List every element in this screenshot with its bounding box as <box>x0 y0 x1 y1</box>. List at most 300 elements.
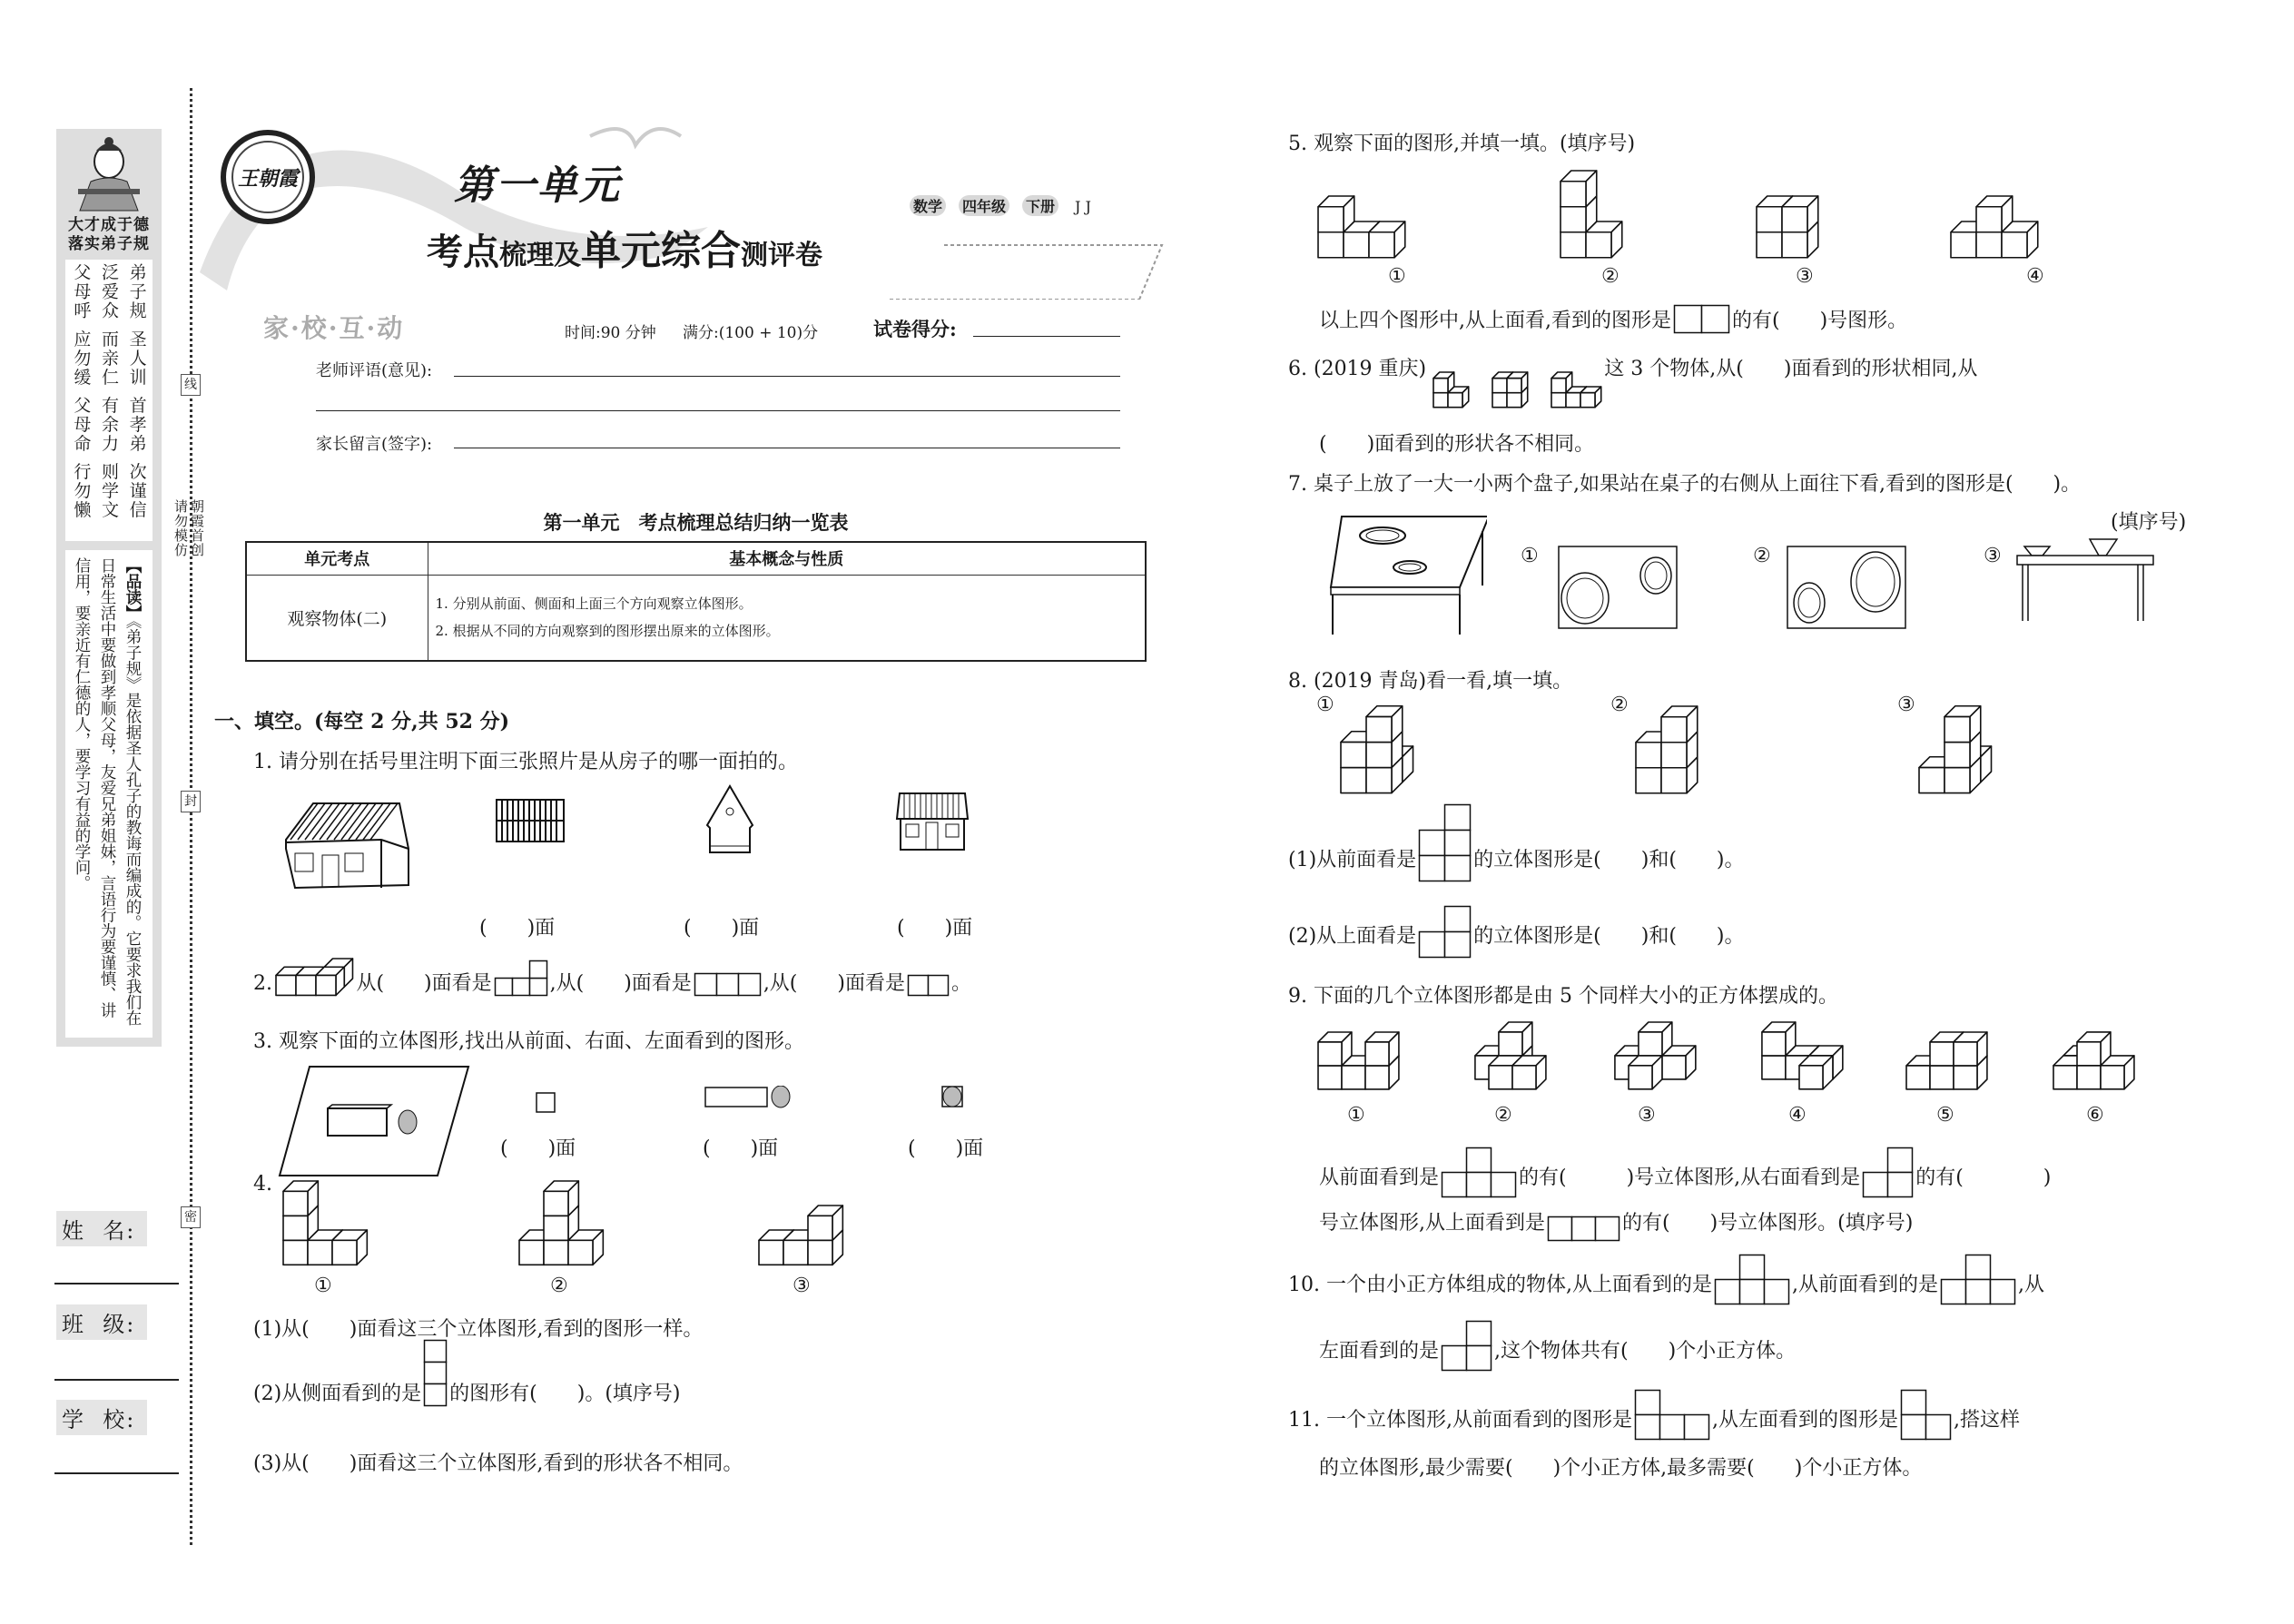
home-school-label: 家·校·互·动 <box>263 313 405 343</box>
cube-front-face <box>1954 1042 1977 1066</box>
cube-front-face <box>1551 393 1566 408</box>
verse-column: 父母呼 应勿缓 父母命 行勿懒 <box>71 263 92 520</box>
tag-subject: 数学 <box>910 195 946 216</box>
question-text[interactable]: 的有( )号图形。 <box>1732 310 1908 332</box>
grid-cell <box>425 1384 447 1406</box>
cube <box>1661 706 1698 743</box>
cube-figure <box>2052 1020 2146 1091</box>
cube-front-face <box>1561 182 1586 207</box>
view-grid <box>494 960 548 997</box>
question-text: 号立体图形,从上面看到是 <box>1319 1212 1545 1235</box>
cube <box>332 1230 367 1265</box>
grid-cell <box>1467 1148 1492 1173</box>
cube-front-face <box>1489 1066 1512 1089</box>
option-label: ② <box>1753 545 1771 567</box>
cube-front-face <box>519 1240 544 1265</box>
grid-cell <box>1764 1280 1788 1304</box>
cube <box>1433 372 1454 393</box>
name-input-line[interactable] <box>54 1283 179 1284</box>
teacher-comment-line[interactable] <box>454 376 1120 377</box>
figure-label: ② <box>1494 1104 1512 1127</box>
question-11-cont[interactable]: 的立体图形,最少需要( )个小正方体,最多需要( )个小正方体。 <box>1319 1457 1923 1480</box>
cube-front-face <box>1944 717 1970 743</box>
question-text: ,从前面看到的是 <box>1791 1274 1938 1296</box>
figure-label: ② <box>1601 265 1620 288</box>
grid-cell <box>1739 1280 1764 1304</box>
question-8-1 <box>1288 846 1745 875</box>
question-7-text[interactable]: 7. 桌子上放了一大一小两个盘子,如果站在桌子的右侧从上面往下看,看到的图形是( )。 <box>1288 473 2082 496</box>
question-2 <box>253 969 971 999</box>
class-input-line[interactable] <box>54 1379 179 1381</box>
cube-front-face <box>1951 232 1976 258</box>
cube <box>1507 372 1528 393</box>
reading-label: 【品读】 <box>123 557 142 621</box>
cube-front-face <box>544 1240 568 1265</box>
question-5-text: 5. 观察下面的图形,并填一填。(填序号) <box>1288 133 1636 155</box>
cube-figure <box>1491 370 1530 409</box>
question-text: ,从左面看到的图形是 <box>1711 1409 1898 1432</box>
cube-figure <box>1603 1020 1698 1091</box>
grid-cell <box>1888 1173 1913 1197</box>
grid-cell <box>1442 1346 1467 1371</box>
verse-column: 弟子规 圣人训 首孝弟 次谨信 <box>126 263 147 520</box>
cube-figure <box>517 1179 605 1266</box>
figure-label: ① <box>1388 265 1406 288</box>
cube-front-face <box>1365 1042 1389 1066</box>
question-text: 以上四个图形中,从上面看,看到的图形是 <box>1319 310 1671 332</box>
answer-blank[interactable]: ( )面 <box>500 1137 576 1160</box>
cube-figure <box>1634 704 1699 795</box>
cube-front-face <box>1492 393 1507 408</box>
cube-figure <box>757 1204 844 1266</box>
grid-cell <box>529 979 546 996</box>
score-input-line[interactable] <box>973 336 1120 337</box>
cube-front-face <box>1639 1032 1662 1056</box>
verse-column: 泛爱众 而亲仁 有余力 则学文 <box>98 263 119 520</box>
question-text[interactable]: ,从( )面看是 <box>549 972 692 995</box>
cube <box>1551 372 1572 393</box>
cube-front-face <box>1366 743 1392 768</box>
question-text[interactable]: 的有( )号立体图形,从右面看到是 <box>1519 1166 1861 1189</box>
cube <box>544 1181 578 1216</box>
figure-label: ② <box>1610 694 1629 716</box>
grid-cell <box>1659 1415 1684 1440</box>
cube-figure <box>1463 1020 1558 1091</box>
cube-front-face <box>808 1240 832 1265</box>
cube-front-face <box>1919 768 1944 793</box>
exam-subtitle <box>427 218 822 276</box>
house-side-view-icon <box>703 784 757 855</box>
option-label: ③ <box>1984 545 2002 567</box>
summary-table <box>245 541 1147 662</box>
cube-front-face <box>1661 717 1687 743</box>
grid-cell <box>1492 1173 1516 1197</box>
answer-blank[interactable]: ( )面 <box>908 1137 984 1160</box>
question-11 <box>1288 1406 2020 1435</box>
cube-front-face <box>1366 768 1392 793</box>
cube-figure <box>1316 1030 1401 1091</box>
cube-front-face <box>1566 393 1580 408</box>
subject-tags <box>910 195 1108 216</box>
cube-front-face <box>283 1216 308 1240</box>
view-square-icon <box>536 1092 557 1114</box>
question-5-fill <box>1319 307 1907 336</box>
table-header: 基本概念与性质 <box>428 542 1146 575</box>
question-text: 左面看到的是 <box>1319 1340 1440 1363</box>
question-text[interactable]: 的图形有( )。(填序号) <box>449 1383 681 1405</box>
grid-cell <box>1467 1346 1492 1371</box>
cube <box>1318 196 1354 232</box>
cube-front-face <box>1976 207 2002 232</box>
table-cell-topic: 观察物体(二) <box>246 575 428 661</box>
cube-front-face <box>1342 1066 1365 1089</box>
cube-front-face <box>1930 1066 1954 1089</box>
cube-front-face <box>1906 1066 1930 1089</box>
cube-front-face <box>332 1240 357 1265</box>
cube-front-face <box>544 1216 568 1240</box>
question-9-fill-2 <box>1319 1209 1913 1238</box>
grid-cell <box>1739 1255 1764 1280</box>
view-grid <box>694 972 762 997</box>
cube-front-face <box>1757 207 1782 232</box>
question-text: ,搭这样 <box>1953 1409 2020 1432</box>
cube-front-face <box>1762 1032 1786 1056</box>
cube-front-face <box>1561 207 1586 232</box>
view-grid <box>1900 1389 1952 1441</box>
table-cell-point: 1. 分别从前面、侧面和上面三个方向观察立体图形。 <box>435 595 753 613</box>
school-input-line[interactable] <box>54 1472 179 1474</box>
grid-cell <box>529 961 546 979</box>
notice-text: 请勿模仿 <box>172 499 189 557</box>
cube <box>1580 387 1601 408</box>
question-text: 6. (2019 重庆) <box>1288 358 1427 380</box>
question-text: ,从 <box>2017 1274 2044 1296</box>
cube-figure <box>1750 1020 1845 1091</box>
figure-label: ④ <box>2026 265 2044 288</box>
grid-cell <box>1635 1391 1659 1415</box>
tag-volume: 下册 <box>1022 195 1058 216</box>
grid-cell <box>1635 1415 1659 1440</box>
cube <box>1954 1032 1987 1066</box>
cube-front-face <box>1636 743 1661 768</box>
question-number: 2. <box>253 972 272 995</box>
grid-cell <box>1684 1415 1708 1440</box>
cube-front-face <box>1499 1032 1522 1056</box>
cube-front-face <box>1433 379 1448 393</box>
view-grid <box>1862 1147 1914 1198</box>
cube-front-face <box>1930 1042 1954 1066</box>
question-text[interactable]: 的立体图形是( )和( )。 <box>1473 925 1745 948</box>
cube-front-face <box>1341 768 1366 793</box>
cube-front-face <box>1944 743 1970 768</box>
cube-front-face <box>1661 768 1687 793</box>
grid-cell <box>1596 1217 1620 1241</box>
question-text: (1)从前面看是 <box>1288 849 1417 871</box>
cube-front-face <box>1629 1066 1652 1089</box>
question-text: 从前面看到是 <box>1319 1166 1440 1189</box>
subtitle-part: 考点 <box>427 231 499 273</box>
view-square-ball-icon <box>941 1086 965 1109</box>
cube-front-face <box>1799 1066 1823 1089</box>
box-and-ball-scene-icon <box>278 1065 470 1177</box>
unit-title: 第一单元 <box>454 162 621 209</box>
cube-front-face <box>1318 1066 1342 1089</box>
cube <box>1561 171 1597 207</box>
cube-front-face <box>1492 379 1507 393</box>
question-6-cont[interactable]: ( )面看到的形状各不相同。 <box>1319 433 1595 456</box>
fold-line <box>190 88 192 1545</box>
question-6 <box>1288 355 1977 384</box>
cube-front-face <box>1782 207 1807 232</box>
grid-cell <box>425 1341 447 1363</box>
figure-label: ① <box>1316 694 1334 716</box>
question-7-hint: (填序号) <box>2111 511 2187 534</box>
question-text[interactable]: 从( )面看是 <box>356 972 492 995</box>
view-grid <box>1441 1147 1517 1198</box>
question-text[interactable]: ,这个物体共有( )个小正方体。 <box>1494 1340 1797 1363</box>
verse-box <box>65 260 153 541</box>
grid-cell <box>1715 1280 1739 1304</box>
table-with-plates-icon <box>1314 513 1487 636</box>
grid-cell <box>512 979 529 996</box>
cube-figure <box>1316 194 1407 260</box>
slogan-line: 大才成于德 <box>68 216 150 234</box>
cube-front-face <box>1580 393 1595 408</box>
cube-front-face <box>1551 379 1566 393</box>
question-text[interactable]: 的有( )号立体图形。(填序号) <box>1622 1212 1914 1235</box>
grid-cell <box>1420 856 1445 881</box>
grid-cell <box>1445 805 1471 831</box>
cube-front-face <box>2101 1066 2124 1089</box>
view-grid <box>1547 1216 1620 1242</box>
cube-front-face <box>544 1191 568 1216</box>
grid-cell <box>1445 932 1471 958</box>
grid-cell <box>1572 1217 1596 1241</box>
cube-front-face <box>1318 207 1344 232</box>
grid-cell <box>716 974 738 996</box>
view-grid <box>1634 1389 1710 1441</box>
figure-label: ③ <box>793 1275 811 1297</box>
name-label: 姓 名: <box>56 1211 147 1246</box>
question-text: (2)从侧面看到的是 <box>253 1383 422 1405</box>
subtitle-part: 单元综合 <box>581 228 741 274</box>
grid-cell <box>1445 831 1471 856</box>
cube <box>1366 706 1403 743</box>
cube-front-face <box>1341 743 1366 768</box>
table-header: 单元考点 <box>246 542 428 575</box>
grid-cell <box>1420 831 1445 856</box>
cube-front-face <box>759 1240 783 1265</box>
option-1-top-view-icon <box>1558 546 1678 630</box>
view-grid <box>1418 905 1472 959</box>
question-text: (2)从上面看是 <box>1288 925 1417 948</box>
brand-name: 王朝霞 <box>231 141 304 213</box>
grid-cell <box>1965 1280 1990 1304</box>
notice-text: 朝霞首创 <box>189 499 205 557</box>
cube-front-face <box>1944 768 1970 793</box>
brand-logo <box>221 130 315 224</box>
section-title: 一、填空。(每空 2 分,共 52 分) <box>214 710 510 733</box>
grid-cell <box>1442 1173 1467 1197</box>
class-label: 班 级: <box>56 1304 147 1340</box>
grid-cell <box>425 1363 447 1384</box>
subtitle-part: 测评卷 <box>741 240 822 271</box>
cube-front-face <box>1507 393 1521 408</box>
view-grid <box>1714 1254 1790 1305</box>
cube-front-face <box>1507 379 1521 393</box>
cube <box>1365 1032 1399 1066</box>
grid-cell <box>1901 1391 1925 1415</box>
cube <box>1318 1032 1352 1066</box>
figure-label: ① <box>1347 1104 1365 1127</box>
cube-front-face <box>1369 232 1394 258</box>
question-number: 4. <box>253 1173 272 1196</box>
cube-front-face <box>1757 232 1782 258</box>
cube <box>283 1181 318 1216</box>
grid-cell <box>1445 856 1471 881</box>
copyright-notice <box>172 499 205 570</box>
question-text[interactable]: 这 3 个物体,从( )面看到的形状相同,从 <box>1604 358 1978 380</box>
figure-label: ② <box>550 1275 568 1297</box>
cube-front-face <box>1954 1066 1977 1089</box>
cube <box>1629 1056 1662 1089</box>
scholar-illustration-icon <box>71 134 147 212</box>
reading-box <box>65 550 153 1038</box>
cube-front-face <box>1318 232 1344 258</box>
fold-mark: 封 <box>181 791 201 812</box>
figure-label: ③ <box>1796 265 1814 288</box>
cube <box>316 967 344 995</box>
grid-cell <box>738 974 760 996</box>
question-4-2 <box>253 1380 681 1409</box>
question-text: 。 <box>950 972 971 995</box>
answer-blank[interactable]: ( )面 <box>684 917 760 940</box>
view-grid <box>423 1339 448 1407</box>
cube-front-face <box>1782 232 1807 258</box>
option-label: ① <box>1521 545 1539 567</box>
cube-figure <box>281 1179 369 1266</box>
teacher-comment-line-2[interactable] <box>316 410 1120 411</box>
tag-edition: J J <box>1075 198 1091 215</box>
question-10-cont <box>1319 1337 1796 1366</box>
grid-cell <box>1420 932 1445 958</box>
cube-figure <box>1949 194 2040 260</box>
question-1-text: 1. 请分别在括号里注明下面三张照片是从房子的哪一面拍的。 <box>253 751 798 773</box>
cube-figure <box>1755 194 1820 260</box>
view-grid <box>1940 1254 2016 1305</box>
cube-front-face <box>296 975 316 995</box>
grid-cell <box>1990 1280 2014 1304</box>
cube-front-face <box>276 975 296 995</box>
question-text[interactable]: 的立体图形是( )和( )。 <box>1473 849 1745 871</box>
house-icon <box>281 799 413 894</box>
cube-front-face <box>1365 1066 1389 1089</box>
cube-front-face <box>1344 232 1369 258</box>
figure-label: ④ <box>1788 1104 1807 1127</box>
school-label: 学 校: <box>56 1400 147 1435</box>
grid-cell <box>1549 1217 1572 1241</box>
cube-front-face <box>808 1216 832 1240</box>
grid-cell <box>495 979 512 996</box>
cube-front-face <box>1318 1042 1342 1066</box>
figure-label: ③ <box>1638 1104 1656 1127</box>
figure-label: ⑤ <box>1936 1104 1954 1127</box>
grid-cell <box>1675 306 1702 333</box>
cube-front-face <box>1366 717 1392 743</box>
cube-front-face <box>1661 743 1687 768</box>
cube-figure <box>1559 169 1624 260</box>
cube <box>1799 1056 1833 1089</box>
cube <box>2077 1032 2111 1066</box>
parent-note-label: 家长留言(签字): <box>316 435 433 454</box>
cube-figure <box>1432 370 1471 409</box>
answer-blank[interactable]: ( )面 <box>479 917 556 940</box>
tag-grade: 四年级 <box>959 195 1009 216</box>
roof-top-view-icon <box>496 799 565 842</box>
question-4-3[interactable]: (3)从( )面看这三个立体图形,看到的形状各不相同。 <box>253 1452 743 1475</box>
grid-cell <box>1467 1322 1492 1346</box>
cube-figure <box>1905 1030 1989 1091</box>
grid-cell <box>1888 1148 1913 1173</box>
cube-front-face <box>2077 1042 2101 1066</box>
cube-front-face <box>1586 232 1611 258</box>
question-10 <box>1288 1271 2044 1300</box>
view-grid <box>1441 1320 1492 1372</box>
view-grid <box>1418 803 1472 882</box>
fold-mark: 线 <box>181 374 201 396</box>
slogan-line: 落实弟子规 <box>68 235 150 253</box>
grid-cell <box>1445 907 1471 932</box>
cube <box>1944 706 1981 743</box>
exam-time: 时间:90 分钟 <box>565 324 656 342</box>
cube-figure <box>1550 370 1603 409</box>
cube-front-face <box>1433 393 1448 408</box>
house-front-view-icon <box>895 792 970 851</box>
question-text: 10. 一个由小正方体组成的物体,从上面看到的是 <box>1288 1274 1712 1296</box>
table-cell-point: 2. 根据从不同的方向观察到的图形摆出原来的立体图形。 <box>435 623 780 640</box>
grid-cell <box>1864 1173 1888 1197</box>
cube <box>1512 1056 1546 1089</box>
answer-blank[interactable]: ( )面 <box>703 1137 779 1160</box>
question-text[interactable]: 的有( ) <box>1915 1166 2052 1189</box>
subtitle-part: 梳理及 <box>499 240 581 271</box>
cube-front-face <box>1512 1066 1536 1089</box>
grid-cell <box>1941 1280 1965 1304</box>
grid-cell <box>1467 1173 1492 1197</box>
question-4-1[interactable]: (1)从( )面看这三个立体图形,看到的图形一样。 <box>253 1318 704 1341</box>
cube-front-face <box>2077 1066 2101 1089</box>
view-grid <box>1673 304 1730 334</box>
cube <box>1369 221 1405 258</box>
grid-cell <box>908 976 928 996</box>
question-text[interactable]: ,从( )面看是 <box>763 972 905 995</box>
cube-front-face <box>2002 232 2027 258</box>
view-rect-ball-icon <box>704 1086 797 1109</box>
figure-label: ① <box>314 1275 332 1297</box>
figure-label: ⑥ <box>2086 1104 2104 1127</box>
score-label: 试卷得分: <box>873 318 957 340</box>
grid-cell <box>1702 306 1729 333</box>
cube <box>1499 1022 1532 1056</box>
answer-blank[interactable]: ( )面 <box>897 917 973 940</box>
cube <box>1782 196 1818 232</box>
cube-front-face <box>283 1240 308 1265</box>
cube-figure <box>274 957 354 997</box>
question-9-fill <box>1319 1164 2051 1193</box>
option-2-top-view-icon <box>1787 546 1906 630</box>
cube <box>1762 1022 1796 1056</box>
grid-cell <box>1901 1415 1925 1440</box>
